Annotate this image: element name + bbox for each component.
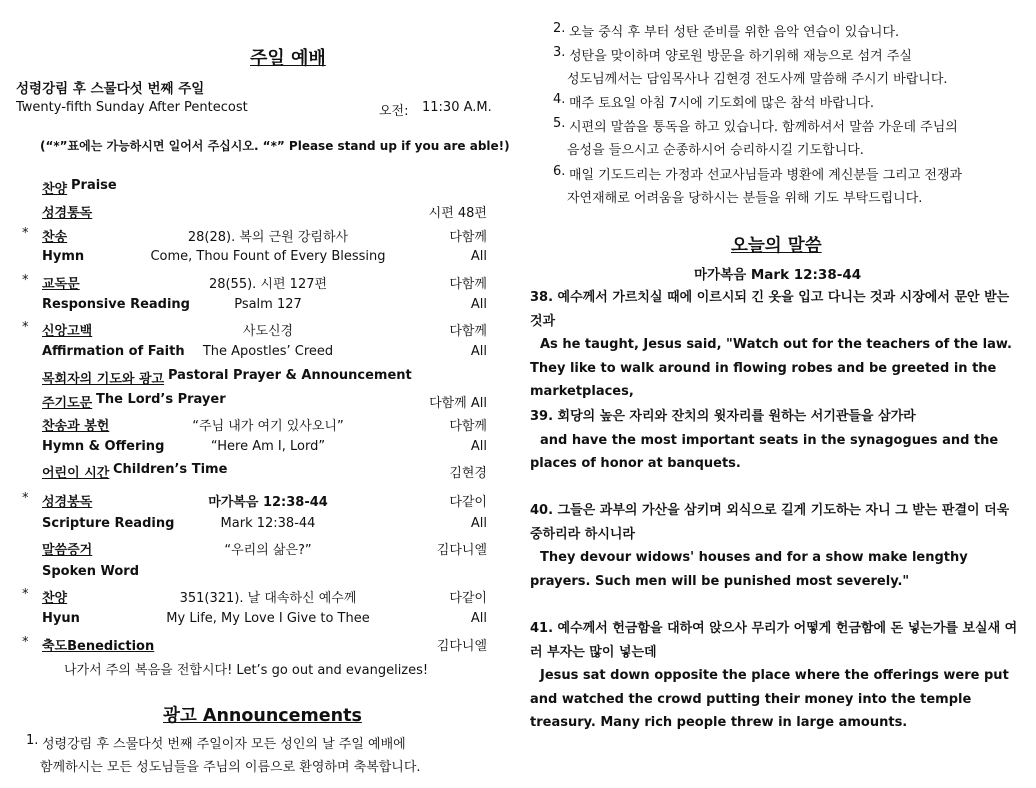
worship-item-leader: All <box>470 439 487 454</box>
announcements-title: 광고 Announcements <box>163 706 362 726</box>
announcement-number: 6. <box>553 164 566 179</box>
sermon-title: 오늘의 말씀 <box>731 236 822 256</box>
worship-item-leader: All <box>470 249 487 264</box>
worship-item-detail: My Life, My Love I Give to Thee <box>166 611 370 626</box>
worship-item-title-ko: 찬양 <box>42 591 68 606</box>
worship-item-title-ko: 축도Benediction <box>42 639 155 654</box>
worship-item-detail: Psalm 127 <box>234 297 302 312</box>
announcement-text: 오늘 중식 후 부터 성탄 준비를 위한 음악 연습이 있습니다. <box>569 25 900 40</box>
worship-item-leader: 다함께 <box>449 324 487 339</box>
standing-marker: * <box>22 587 29 602</box>
worship-item-title-en: Hyun <box>42 611 80 626</box>
worship-item-detail: 마가복음 12:38-44 <box>208 495 328 510</box>
announcement-text: 음성을 들으시고 순종하시어 승리하시길 기도합니다. <box>567 143 864 158</box>
worship-item-title-ko: 찬송 <box>42 230 68 245</box>
worship-item-leader: 다함께 <box>449 419 487 434</box>
worship-item-leader: All <box>470 516 487 531</box>
announcement-number: 5. <box>553 116 566 131</box>
worship-item-detail: 351(321). 날 대속하신 예수께 <box>179 591 357 606</box>
worship-item-title-ko: 교독문 <box>42 277 80 292</box>
worship-item-leader: All <box>470 344 487 359</box>
announcement-text: 성탄을 맞이하며 양로원 방문을 하기위해 재능으로 섬겨 주실 <box>569 49 912 64</box>
worship-item <box>0 249 1036 269</box>
worship-item-title-en: Children’s Time <box>113 462 228 477</box>
service-time-label: 오전: <box>379 104 409 119</box>
worship-item-leader: 다함께 <box>449 277 487 292</box>
verse-english: Jesus sat down opposite the place where the offerings were put and watched the crowd putting their money into the temple treasury. Many rich people threw in large amounts. <box>530 668 1009 730</box>
worship-subtitle-ko: 성령강림 후 스물다섯 번째 주일 <box>16 81 205 97</box>
worship-item-detail: 28(28). 복의 근원 강림하사 <box>187 230 349 245</box>
announcement-number: 4. <box>553 92 566 107</box>
worship-item-leader: 시편 48편 <box>428 206 487 221</box>
worship-item-detail: Come, Thou Fount of Every Blessing <box>150 249 386 264</box>
verse-korean: 41. 예수께서 헌금함을 대하여 앉으사 무리가 어떻게 헌금함에 돈 넣는가를 보실새 여러 부자는 많이 넣는데 <box>530 621 1018 660</box>
worship-item-title-en: Affirmation of Faith <box>42 344 185 359</box>
verse-english: As he taught, Jesus said, "Watch out for the teachers of the law. They like to walk around in flowing robes and be greeted in the marketplaces, <box>530 337 1012 399</box>
announcement-text: 자연재해로 어려움을 당하시는 분들을 위해 기도 부탁드립니다. <box>567 191 923 206</box>
worship-item-leader: 김현경 <box>449 466 487 481</box>
worship-item-leader: 다같이 <box>449 591 487 606</box>
announcement-number: 2. <box>553 21 566 36</box>
worship-item-title-ko: 말씀증거 <box>42 543 93 558</box>
announcement-text: 함께하시는 모든 성도님들을 주님의 이름으로 환영하며 축복합니다. <box>40 760 421 775</box>
worship-item-detail: “우리의 삶은?” <box>224 543 312 558</box>
worship-item-detail: “Here Am I, Lord” <box>210 439 326 454</box>
worship-item-title-ko: 찬양 <box>42 182 68 197</box>
worship-item-title-ko: 성경봉독 <box>42 495 93 510</box>
worship-item-title-ko: 목회자의 기도와 광고 <box>42 372 165 387</box>
worship-item-leader: All <box>470 297 487 312</box>
worship-item-leader: 다함께 All <box>429 396 487 411</box>
worship-item-detail: “주님 내가 여기 있사오니” <box>192 419 344 434</box>
worship-item-title-en: Spoken Word <box>42 564 140 579</box>
worship-item-title-ko: 성경통독 <box>42 206 93 221</box>
closing-message: 나가서 주의 복음을 전합시다! Let’s go out and evangelizes! <box>64 663 429 678</box>
worship-item-leader: All <box>470 611 487 626</box>
announcement-text: 매일 기도드리는 가정과 선교사님들과 병환에 계신분들 그리고 전쟁과 <box>569 168 963 183</box>
standing-marker: * <box>22 320 29 335</box>
standing-marker: * <box>22 635 29 650</box>
worship-item-title-en: Praise <box>71 178 117 193</box>
worship-subtitle-en: Twenty-fifth Sunday After Pentecost <box>16 100 248 115</box>
announcement-text: 매주 토요일 아침 7시에 기도회에 많은 참석 바랍니다. <box>569 96 875 111</box>
announcement-number: 3. <box>553 45 566 60</box>
standing-marker: * <box>22 491 29 506</box>
sermon-reference: 마가복음 Mark 12:38-44 <box>694 267 862 283</box>
verse-korean: 40. 그들은 과부의 가산을 삼키며 외식으로 길게 기도하는 자니 그 받는 판결이 더욱 중하리라 하시니라 <box>530 503 1010 542</box>
verse <box>530 286 1020 404</box>
standing-marker: * <box>22 226 29 241</box>
worship-item-title-en: The Lord’s Prayer <box>96 392 226 407</box>
worship-item-leader: 다함께 <box>449 230 487 245</box>
worship-title: 주일 예배 <box>250 48 326 69</box>
worship-item-detail: Mark 12:38-44 <box>220 516 316 531</box>
announcement-text: 성령강림 후 스물다섯 번째 주일이자 모든 성인의 날 주일 예배에 <box>42 737 406 752</box>
worship-item-title-ko: 신앙고백 <box>42 324 93 339</box>
standing-marker: * <box>22 273 29 288</box>
verse <box>530 499 1020 593</box>
worship-item-title-en: Hymn & Offering <box>42 439 165 454</box>
worship-item-title-ko: 어린이 시간 <box>42 466 110 481</box>
worship-item-title-en: Scripture Reading <box>42 516 175 531</box>
worship-item-title-en: Pastoral Prayer & Announcement <box>168 368 412 383</box>
worship-item-title-en: Hymn <box>42 249 85 264</box>
verse-english: and have the most important seats in the synagogues and the places of honor at banquets. <box>530 432 999 471</box>
verse-korean: 38. 예수께서 가르치실 때에 이르시되 긴 옷을 입고 다니는 것과 시장에서 문안 받는 것과 <box>530 290 1010 329</box>
announcement-text: 시편의 말씀을 통독을 하고 있습니다. 함께하셔서 말씀 가운데 주님의 <box>569 120 958 135</box>
service-time-value: 11:30 A.M. <box>422 100 492 115</box>
worship-item-leader: 다같이 <box>449 495 487 510</box>
verse-english: They devour widows' houses and for a show make lengthy prayers. Such men will be punished most severely." <box>530 550 968 589</box>
worship-item <box>0 226 1036 246</box>
worship-item-leader: 김다니엘 <box>436 543 487 558</box>
verse <box>530 405 1020 476</box>
announcement-text: 성도님께서는 담임목사나 김현경 전도사께 말씀해 주시기 바랍니다. <box>567 72 948 87</box>
standing-note: (“*”표에는 가능하시면 일어서 주십시오. “*” Please stand up if you are able!) <box>40 139 510 153</box>
verse <box>530 617 1020 735</box>
worship-item-title-ko: 찬송과 봉헌 <box>42 419 110 434</box>
verse-korean: 39. 회당의 높은 자리와 잔치의 윗자리를 원하는 서기관들을 삼가라 <box>530 409 916 424</box>
worship-item-detail: 28(55). 시편 127편 <box>208 277 328 292</box>
worship-item-title-ko: 주기도문 <box>42 396 93 411</box>
worship-item-title-en: Responsive Reading <box>42 297 190 312</box>
announcement-number: 1. <box>26 733 39 748</box>
worship-item-detail: The Apostles’ Creed <box>202 344 334 359</box>
worship-item-detail: 사도신경 <box>242 324 294 339</box>
worship-item-leader: 김다니엘 <box>436 639 487 654</box>
